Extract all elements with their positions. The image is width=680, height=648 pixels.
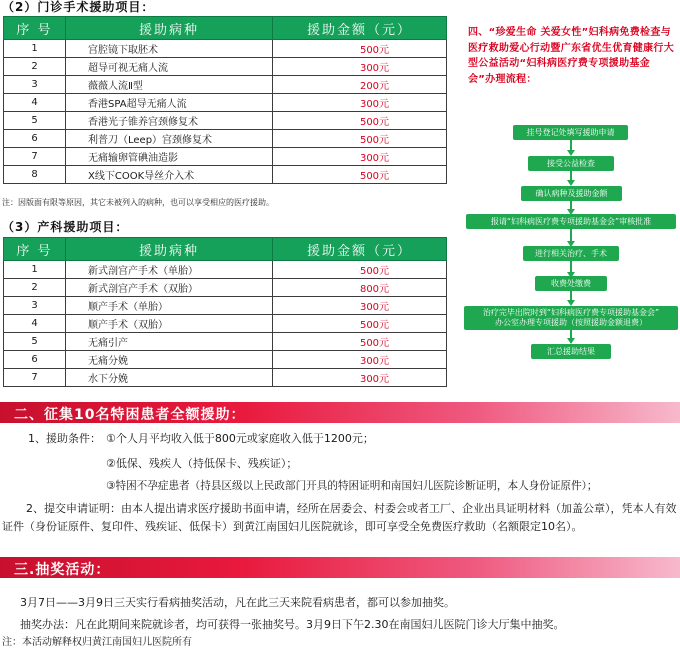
section2-title: 二、征集10名特困患者全额援助：: [14, 407, 246, 423]
table-row: [4, 58, 447, 76]
flow-header: 四、“珍爱生命 关爱女性”妇科病免费检查与医疗救助爱心行动暨广东省优生优育健康行大型公益活动“妇科病医疗费专项援助基金会”办理流程：: [468, 27, 674, 85]
row-number: 4: [4, 315, 66, 333]
row-amount: 500元: [273, 130, 447, 148]
row-amount: 300元: [273, 369, 447, 387]
header-no: 序 号: [4, 17, 66, 40]
row-disease: 香港SPA超导无痛人流: [66, 94, 273, 112]
table-row: [4, 297, 447, 315]
row-disease: 新式剖宫产手术（双胎）: [66, 279, 273, 297]
row-disease: 顺产手术（单胎）: [66, 297, 273, 315]
row-disease: 无痛输卵管碘油造影: [66, 148, 273, 166]
condition-1: ①个人月平均收入低于800元或家庭收入低于1200元；: [106, 432, 374, 445]
row-disease: 无痛分娩: [66, 351, 273, 369]
row-amount: 300元: [273, 148, 447, 166]
table-row: [4, 130, 447, 148]
outpatient-section-title: （2）门诊手术援助项目：: [2, 0, 155, 14]
obstetric-table: [3, 237, 447, 387]
header-amount: 援助金额（元）: [273, 238, 447, 261]
row-number: 6: [4, 351, 66, 369]
lottery-method: 抽奖办法：凡在此期间来院就诊者，均可获得一张抽奖号。3月9日下午2.30在南国妇儿医院门诊大厅集中抽奖。: [20, 618, 565, 631]
flow-step-confirm: 确认病种及援助金额: [521, 186, 622, 201]
row-number: 7: [4, 369, 66, 387]
obstetric-section-title: （3）产科援助项目：: [2, 220, 129, 234]
row-number: 2: [4, 279, 66, 297]
row-number: 2: [4, 58, 66, 76]
condition-3: ③特困不孕症患者（持县区级以上民政部门开具的特困证明和南国妇儿医院诊断证明，本人身份证原件）；: [106, 480, 598, 492]
flow-step-refund: [464, 306, 678, 330]
row-amount: 800元: [273, 279, 447, 297]
section2-banner: [0, 402, 680, 423]
row-amount: 300元: [273, 297, 447, 315]
table-row: [4, 148, 447, 166]
row-number: 7: [4, 148, 66, 166]
flow-step-register: 挂号登记处填写援助申请: [513, 125, 628, 140]
row-disease: 新式剖宫产手术（单胎）: [66, 261, 273, 279]
row-amount: 200元: [273, 76, 447, 94]
condition-label: 1、援助条件：: [28, 432, 101, 445]
row-amount: 500元: [273, 166, 447, 184]
row-number: 1: [4, 40, 66, 58]
table-row: [4, 279, 447, 297]
lottery-period: 3月7日——3月9日三天实行看病抽奖活动，凡在此三天来院看病患者，都可以参加抽奖。: [20, 596, 455, 609]
table-row: [4, 315, 447, 333]
flow-step-payment: 收费处缴费: [535, 276, 607, 291]
row-disease: 香港光子锥养宫颈修复术: [66, 112, 273, 130]
header-disease: 援助病种: [66, 17, 273, 40]
row-disease: 顺产手术（双胎）: [66, 315, 273, 333]
table-row: [4, 369, 447, 387]
table-row: [4, 76, 447, 94]
row-amount: 500元: [273, 40, 447, 58]
table-row: [4, 351, 447, 369]
row-amount: 500元: [273, 333, 447, 351]
row-amount: 500元: [273, 261, 447, 279]
condition-2: ②低保、残疾人（持低保卡、残疾证）；: [106, 457, 298, 470]
row-number: 1: [4, 261, 66, 279]
flow-step-checkup: 接受公益检查: [528, 156, 614, 171]
row-disease: 利普刀（Leep）宫颈修复术: [66, 130, 273, 148]
row-disease: 无痛引产: [66, 333, 273, 351]
row-number: 6: [4, 130, 66, 148]
table-row: [4, 166, 447, 184]
outpatient-table: [3, 16, 447, 184]
submit-proof: 2、提交申请证明：由本人提出请求医疗援助书面申请，经所在居委会、村委会或者工厂、企业出具证明材料（加盖公章），凭本人有效证件（身份证原件、复印件、残疾证、低保卡）到黄江南国妇儿医院就诊，即可享受全免费医疗救助（名额限定10名）。: [2, 502, 677, 533]
row-disease: X线下COOK导丝介入术: [66, 166, 273, 184]
footnote: 注：本活动解释权归黄江南国妇儿医院所有: [2, 637, 192, 648]
row-amount: 300元: [273, 58, 447, 76]
header-disease: 援助病种: [66, 238, 273, 261]
outpatient-note: 注：因版面有限等原因，其它未被列入的病种，也可以享受相应的医疗援助。: [2, 198, 274, 207]
row-number: 5: [4, 112, 66, 130]
table-row: [4, 94, 447, 112]
row-number: 5: [4, 333, 66, 351]
row-disease: 超导可视无痛人流: [66, 58, 273, 76]
header-no: 序 号: [4, 238, 66, 261]
row-number: 8: [4, 166, 66, 184]
row-disease: 宫腔镜下取胚术: [66, 40, 273, 58]
row-disease: 薇薇人流Ⅱ型: [66, 76, 273, 94]
header-amount: 援助金额（元）: [273, 17, 447, 40]
row-number: 4: [4, 94, 66, 112]
row-amount: 300元: [273, 351, 447, 369]
row-amount: 500元: [273, 112, 447, 130]
flow-step-refund-line1: 治疗完毕出院时到“妇科病医疗费专项援助基金会”: [482, 308, 660, 317]
flow-step-refund-line2: 办公室办理专项援助（按照援助金额退费）: [495, 318, 647, 327]
table-row: [4, 112, 447, 130]
table-row: [4, 40, 447, 58]
flow-step-treatment: 进行相关治疗、手术: [523, 246, 619, 261]
table-row: [4, 261, 447, 279]
row-number: 3: [4, 297, 66, 315]
flow-step-summary: 汇总援助结果: [531, 344, 611, 359]
table-row: [4, 333, 447, 351]
flow-step-approve: 报请“妇科病医疗费专项援助基金会”审核批准: [466, 214, 676, 229]
row-disease: 水下分娩: [66, 369, 273, 387]
section3-title: 三.抽奖活动：: [14, 562, 111, 578]
row-amount: 300元: [273, 94, 447, 112]
row-amount: 500元: [273, 315, 447, 333]
row-number: 3: [4, 76, 66, 94]
section3-banner: [0, 557, 680, 578]
